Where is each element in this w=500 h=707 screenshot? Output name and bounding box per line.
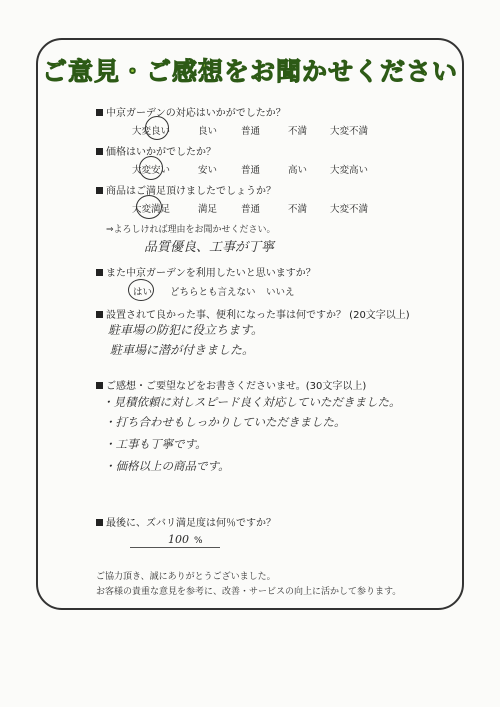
question-6-label: ご感想・ご要望などをお書きくださいませ。(30文字以上) — [106, 381, 367, 392]
q4-selection-circle — [128, 279, 154, 301]
question-2 — [96, 143, 216, 158]
question-7 — [96, 514, 276, 529]
question-4-label: また中京ガーデンを利用したいと思いますか？ — [106, 268, 316, 279]
bullet-square-icon — [96, 187, 103, 194]
q4-option-1[interactable]: はい — [133, 287, 153, 298]
q1-option-3[interactable]: 普通 — [241, 126, 261, 137]
q1-option-1[interactable]: 大変良い — [132, 126, 171, 137]
q2-selection-circle — [139, 156, 163, 180]
q2-option-5[interactable]: 大変高い — [330, 165, 369, 176]
q2-option-2[interactable]: 安い — [198, 165, 218, 176]
q3-option-5[interactable]: 大変不満 — [330, 204, 369, 215]
q2-option-1[interactable]: 大変安い — [132, 165, 171, 176]
q1-option-4[interactable]: 不満 — [288, 126, 308, 137]
q4-option-2[interactable]: どちらとも言えない — [170, 287, 256, 298]
question-6 — [96, 377, 366, 392]
bullet-square-icon — [96, 109, 103, 116]
q1-selection-circle — [145, 116, 169, 140]
q2-option-3[interactable]: 普通 — [241, 165, 261, 176]
q1-option-2[interactable]: 良い — [198, 126, 218, 137]
question-3-label: 商品はご満足頂けましたでしょうか？ — [106, 186, 276, 197]
bullet-square-icon — [96, 311, 103, 318]
bullet-square-icon — [96, 269, 103, 276]
question-5-label: 設置されて良かった事、便利になった事は何ですか？ (20文字以上) — [106, 310, 410, 321]
q3-option-2[interactable]: 満足 — [198, 204, 218, 215]
q3-option-4[interactable]: 不満 — [288, 204, 308, 215]
satisfaction-unit: % — [194, 536, 203, 546]
q3-reason-answer: 品質優良、工事が丁寧 — [144, 240, 275, 255]
footer-note: お客様の貴重な意見を参考に、改善・サービスの向上に活かして参ります。 — [96, 587, 402, 597]
q2-option-4[interactable]: 高い — [288, 165, 308, 176]
q1-option-5[interactable]: 大変不満 — [330, 126, 369, 137]
q6-answer-4: ・価格以上の商品です。 — [104, 459, 230, 473]
satisfaction-value: 100 — [168, 533, 189, 546]
question-2-label: 価格はいかがでしたか？ — [106, 147, 216, 158]
q3-selection-circle — [136, 195, 162, 219]
q5-answer-1: 駐車場の防犯に役立ちます。 — [108, 323, 264, 337]
q4-option-3[interactable]: いいえ — [266, 287, 295, 298]
question-1 — [96, 104, 286, 119]
q6-answer-1: ・見積依頼に対しスピード良く対応していただきました。 — [102, 395, 401, 409]
q3-option-3[interactable]: 普通 — [241, 204, 261, 215]
bullet-square-icon — [96, 519, 103, 526]
question-4 — [96, 264, 316, 279]
q3-option-1[interactable]: 大変満足 — [132, 204, 171, 215]
question-3 — [96, 182, 276, 197]
q6-answer-2: ・打ち合わせもしっかりしていただきました。 — [104, 415, 346, 429]
question-1-label: 中京ガーデンの対応はいかがでしたか？ — [106, 108, 286, 119]
satisfaction-underline — [130, 547, 220, 548]
question-5 — [96, 306, 410, 321]
survey-title: ご意見・ご感想をお聞かせください — [41, 57, 458, 86]
q6-answer-3: ・工事も丁寧です。 — [104, 437, 207, 451]
q5-answer-2: 駐車場に潜が付きました。 — [110, 343, 255, 357]
footer-thanks: ご協力頂き、誠にありがとうございました。 — [96, 572, 276, 582]
q3-reason-prompt: ⇒よろしければ理由をお聞かせください。 — [106, 225, 276, 235]
question-7-label: 最後に、ズバリ満足度は何％ですか？ — [106, 518, 276, 529]
bullet-square-icon — [96, 382, 103, 389]
bullet-square-icon — [96, 148, 103, 155]
